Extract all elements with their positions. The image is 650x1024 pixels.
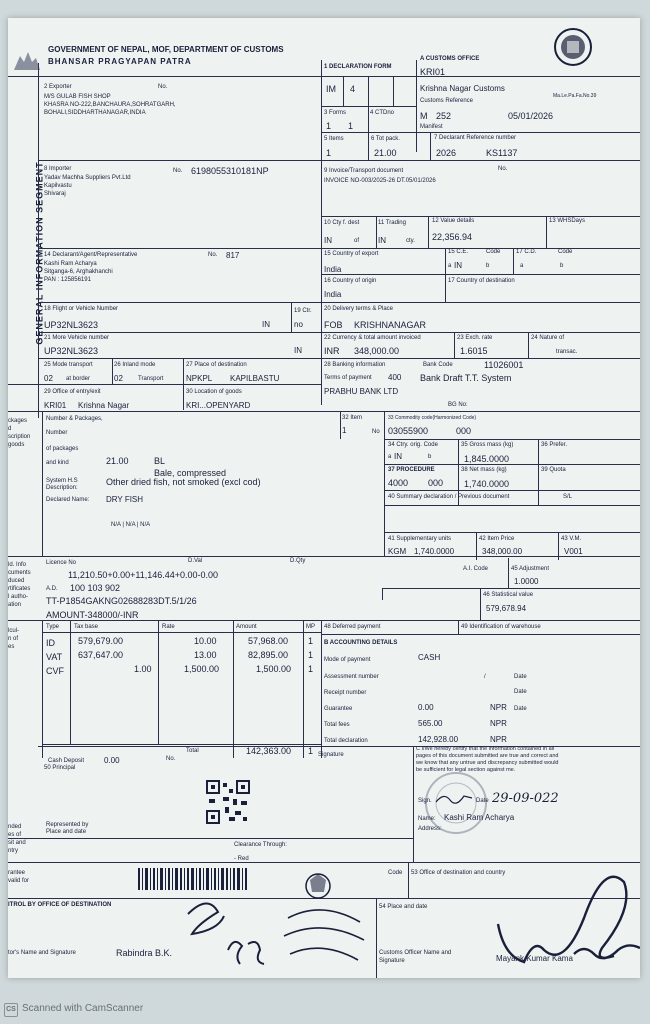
ce-code-label: Code [486,249,501,255]
country-export-label: 15 Country of export [324,251,379,257]
mode-payment-label: Mode of payment [324,657,371,663]
ce-a: a [448,263,452,269]
customs-ref-m: M [420,111,428,121]
tax-row-rate: 10.00 [194,636,217,646]
tax-row-base: 1.00 [134,664,152,674]
manifest-label: Manifest [420,124,443,130]
guarantee-npr: NPR [490,703,507,712]
inspector-signature-icon [178,894,278,974]
tax-row-amount: 1,500.00 [256,664,292,674]
importer-address1: Kapilvastu [44,183,72,189]
declarant-label: 14 Declarant/Agent/Representative [44,252,138,258]
vehicle-value: UP32NL3623 [44,320,99,330]
exporter-address2: BOHALI,SIDDHARTHANAGAR,INDIA [44,110,146,116]
importer-no: No. [173,168,183,174]
tax-row-amount: 82,895.00 [248,650,289,660]
place-destination-code: NPKPL [186,374,213,383]
tax-row-mp: 1 [308,664,314,674]
cert-name-label: Name: [418,816,436,822]
dval-label: D.Val [188,558,203,564]
statistical-value: 579,678.94 [486,604,527,613]
control-label: ITROL BY OFFICE OF DESTINATION [8,902,112,908]
packages-count: 21.00 [106,456,129,466]
forms-label: 3 Forms [324,110,347,116]
tax-rate-header: Rate [162,624,175,630]
net-mass-label: 38 Net mass (kg) [461,467,507,473]
ad-label: A.D. [46,586,58,592]
total-declaration-npr: NPR [490,735,507,744]
packages-bl: BL [154,456,166,466]
delivery-fob: FOB [324,320,343,330]
camscanner-footer [4,1003,143,1017]
exch-rate-label: 23 Exch. rate [457,335,493,341]
cty-dest-b: of [354,238,360,244]
addl-side4: rtificates [8,586,31,592]
delivery-place: KRISHNANAGAR [354,320,427,330]
declarant-ref-ks: KS1137 [486,148,518,158]
customs-office-code: KRI01 [420,67,446,77]
addl-calc: 11,210.50+0.00+11,146.44+0.00-0.00 [68,570,219,580]
office-entry-code: KRI01 [44,401,67,410]
customs-declaration-form [8,18,640,978]
bank-name: PRABHU BANK LTD [324,387,399,396]
invoice-value: INVOICE NO-003/2025-26 DT.05/01/2026 [324,178,436,184]
more-vehicle-label: 21 More Vehicle number [44,335,110,341]
procedure-label: 37 PROCEDURE [388,467,435,473]
total-fees-npr: NPR [490,719,507,728]
item-value: 1 [342,426,347,435]
more-vehicle-value: UP32NL3623 [44,346,99,356]
receipt-label: Receipt number [324,690,367,696]
bg-no-label: BG No: [448,402,468,408]
officer-label2: Signature [379,958,405,964]
place-destination-label: 27 Place of destination [186,362,247,368]
tax-type-header: Type [46,624,60,630]
tax-row-base: 579,679.00 [78,636,124,646]
tax-row-mp: 1 [308,636,314,646]
inland-mode-transport: Transport [138,376,164,382]
declarant-name: Kashi Ram Acharya [44,261,97,267]
cd-code-label: Code [558,249,573,255]
ctry-orig-b: b [428,454,432,460]
customs-office-label: A CUSTOMS OFFICE [420,56,480,62]
office-entry-name: Krishna Nagar [78,401,130,410]
cd-label: 17 C.D. [516,249,537,255]
mode-transport-label: 25 Mode transport [44,362,93,368]
statistical-label: 46 Statistical value [483,592,534,598]
total-fees-label: Total fees [324,722,350,728]
cert-line1: C I/We hereby certify that the information contained in all [416,746,555,752]
nature-transac: transac. [556,349,578,355]
goods-side2: d [8,426,12,432]
declared-name-label: Declared Name: [46,497,90,503]
addl-side2: cuments [8,570,31,576]
items-label: 5 Items [324,136,344,142]
terms-value: 400 [388,373,402,382]
ce-in: IN [454,261,462,270]
ce-b: b [486,263,490,269]
decl-im: IM [326,84,336,94]
mala-number: Ma.Le.Pa.Fa.No.39 [553,93,597,99]
ai-code-label: A.I. Code [463,566,489,572]
addl-side1: ld. Info [8,562,27,568]
tax-row-rate: 1,500.00 [184,664,220,674]
packages-of-label: of packages [46,446,79,452]
principal-side2: es of [8,832,22,838]
customs-office-name: Krishna Nagar Customs [420,84,505,93]
hs-description: Other dried fish, not smoked (excl cod) [106,477,261,487]
terms-label: Terms of payment [324,375,372,381]
procedure-b: 000 [428,478,444,488]
ctry-orig-label: 34 Ctry. orig. Code [388,442,438,448]
hs-label2: Description: [46,485,78,491]
value-details-value: 22,356.94 [432,232,473,242]
tax-total-value: 142,363.00 [246,746,292,756]
nature-label: 24 Nature of [531,335,565,341]
tax-total-label: Total [186,748,199,754]
principal-side4: ntry [8,848,19,854]
commodity-code: 03055900 [388,426,429,436]
tax-row-rate: 13.00 [194,650,217,660]
place-date-label: Place and date [46,829,87,835]
supp-units-unit: KGM [388,547,407,556]
guarantee-date-label: Date [514,706,527,712]
whs-days-label: 13 WHSDays [549,218,586,224]
amount-value: AMOUNT-348000/-INR [46,610,139,620]
header-line2: BHANSAR PRAGYAPAN PATRA [48,57,192,66]
item-price-value: 348,000.00 [482,547,523,556]
office-destination-label: 53 Office of destination and country [411,870,506,876]
mode-payment-value: CASH [418,653,441,662]
item-label: 32 Item [342,415,363,421]
ctdno-label: 4 CTDno [370,110,395,116]
vm-value: V001 [564,547,583,556]
mode-transport-border: at border [66,376,91,382]
tax-row-type: ID [46,638,55,648]
addl-side6: ation [8,602,22,608]
cert-date-value: 29-09-022 [492,791,559,806]
cert-name-value: Kashi Ram Acharya [444,813,515,822]
declarant-signature-icon [434,790,474,806]
goods-side3: scription [8,434,31,440]
principal-label: 50 Principal [44,765,76,771]
hs-label1: System H.S [46,478,78,484]
packages-kind-label: and kind [46,460,69,466]
cert-line2: pages of this document submitted are true and correct and [416,753,559,759]
tax-row-base: 637,647.00 [78,650,124,660]
importer-name: Yadav Machha Suppliers Pvt.Ltd [44,175,131,181]
trading-a: IN [378,236,386,245]
inspector-sig-label: tor's Name and Signature [8,950,76,956]
licence-label: Licence No [46,560,77,566]
invoice-label: 9 Invoice/Transport document [324,168,404,174]
tax-row-type: CVF [46,666,64,676]
importer-pan: 619805531018​1NP [191,166,269,176]
supp-units-value: 1,740.0000 [414,547,455,556]
value-details-label: 12 Value details [432,218,475,224]
inland-mode-value: 02 [114,374,123,383]
cert-sign-label: Sign. [418,798,432,804]
country-export-value: India [324,265,342,274]
customs-seal-icon [274,870,370,978]
cash-deposit-label: Cash Deposit [48,758,85,764]
tt-value: TT-P1854GAKNG02688283DT.5/1/26 [46,596,197,606]
barcode-icon [138,868,248,890]
importer-label: 8 Importer [44,166,72,172]
customs-logo-icon [553,27,593,67]
tax-amount-header: Amount [236,624,257,630]
more-vehicle-in: IN [294,346,302,355]
place-date-54-label: 54 Place and date [379,904,428,910]
prefer-label: 36 Prefer. [541,442,568,448]
cash-deposit-value: 0.00 [104,756,120,765]
packages-bale: Bale, compressed [154,468,227,478]
cert-date-label: Date [476,798,489,804]
cd-b: b [560,263,564,269]
guarantee-label: Guarantee [324,706,353,712]
ctry-orig-a: a [388,454,392,460]
cty-dest-label: 10 Cty f. dest [324,220,360,226]
bank-code-value: 11026001 [484,360,524,370]
officer-name: Mayank Kumar Kama [496,954,573,963]
declarant-num: 817 [226,251,240,260]
place-destination-name: KAPILBASTU [230,374,280,383]
office-entry-label: 29 Office of entry/exit [44,389,101,395]
exporter-name: M/S GULAB FISH SHOP [44,94,111,100]
vehicle-in: IN [262,320,270,329]
commodity-label: 33 Commodity code(Harmonized Code) [388,415,477,421]
customs-ref-number: 252 [436,111,452,121]
exch-rate-value: 1.6015 [460,346,488,356]
calc-side2: n of [8,636,19,642]
exporter-label: 2 Exporter [44,84,72,90]
assessment-slash: / [484,674,486,680]
clearance-value: - Red [234,856,249,862]
inland-mode-label: 26 Inland mode [114,362,156,368]
customs-ref-label: Customs Reference [420,98,474,104]
calc-side1: lcul- [8,628,20,634]
ctr-value: no [294,320,303,329]
declarant-ref-year: 2026 [436,148,457,158]
camscanner-label: Scanned with CamScanner [22,1003,144,1014]
calc-side3: es [8,644,15,650]
declarant-ref-label: 7 Declarant Reference number [434,135,517,141]
declaration-form-label: 1 DECLARATION FORM [324,64,392,70]
declared-name-value: DRY FISH [106,495,144,504]
ctry-orig-in: IN [394,452,402,461]
inspector-name: Rabindra B.K. [116,948,173,958]
commodity-sub: 000 [456,426,472,436]
procedure-a: 4000 [388,478,409,488]
summary-decl-label: 40 Summary declaration / Previous document [388,494,510,500]
receipt-date-label: Date [514,689,527,695]
mode-transport-value: 02 [44,374,53,383]
goods-side4: goods [8,442,25,448]
item-no: No [372,429,380,435]
total-declaration-value: 142,928.00 [418,735,459,744]
tax-row-amount: 57,968.00 [248,636,289,646]
adjustment-label: 45 Adjustment [511,566,550,572]
accounting-details-label: B ACCOUNTING DETAILS [324,640,398,646]
terms-desc: Bank Draft T.T. System [420,373,512,383]
officer-signature-icon [484,858,640,978]
warehouse-label: 49 Identification of warehouse [461,624,541,630]
packages-number-label: Number [46,430,68,436]
tax-base-header: Tax base [74,624,99,630]
item-price-label: 42 Item Price [479,536,515,542]
net-mass-value: 1,740.0000 [464,479,510,489]
total-packages-label: 6 Tot pack. [371,136,400,142]
qr-code-icon [206,780,250,824]
country-dest-label: 17 Country of destination [448,278,515,284]
header-line1: GOVERNMENT OF NEPAL, MOF, DEPARTMENT OF CUSTOMS [48,45,284,54]
guarantee-value: 0.00 [418,703,434,712]
banking-label: 28 Banking information [324,362,386,368]
currency-code: INR [324,346,340,356]
country-origin-label: 16 Country of origin [324,278,377,284]
goods-side1: ckages [8,418,28,424]
declarant-address: Sitganga-6, Arghakhanchi [44,269,113,275]
assessment-label: Assessment number [324,674,379,680]
camscanner-logo-icon: CS [4,1003,18,1017]
dqty-label: D.Qty [290,558,306,564]
forms-a: 1 [326,121,332,131]
principal-side1: nded [8,824,22,830]
clearance-label: Clearance Through: [234,842,287,848]
invoice-no: No. [498,166,508,172]
principal-side3: sit and [8,840,26,846]
goods-na: N/A | N/A | N/A [111,522,151,528]
cd-a: a [520,263,524,269]
ce-label: 15 C.E. [448,249,469,255]
vehicle-label: 18 Flight or Vehicle Number [44,306,119,312]
supp-units-label: 41 Supplementary units [388,536,452,542]
tax-row-type: VAT [46,652,63,662]
tax-total-mp: 1 [308,746,314,756]
location-goods-label: 30 Location of goods [186,389,242,395]
delivery-terms-label: 20 Delivery terms & Place [324,306,394,312]
quota-label: 39 Quota [541,467,566,473]
trading-b: cty. [406,238,415,244]
customs-ref-date: 05/01/2026 [508,111,554,121]
addl-side5: l autho- [8,594,29,600]
gross-mass-value: 1,845.0000 [464,454,510,464]
total-fees-value: 565.00 [418,719,443,728]
tax-row-mp: 1 [308,650,314,660]
bank-code-label: Bank Code [423,362,453,368]
location-goods-value: KRI...OPENYARD [186,401,251,410]
guarantee-code-label: Code [388,870,403,876]
addl-side3: duced [8,578,25,584]
principal-no: No. [166,756,176,762]
cty-dest-a: IN [324,236,332,245]
currency-amount: 348,000.00 [354,346,400,356]
packages-label: Number & Packages, [46,416,103,422]
items-value: 1 [326,148,332,158]
represented-by-label: Represented by [46,822,89,828]
ctr-label: 19 Ctr. [294,308,312,314]
tax-mp-header: MP [306,624,315,630]
importer-address2: Shivaraj [44,191,66,197]
exporter-no: No. [158,84,168,90]
side-general-label: GENERAL INFORMATION SEGMENT [34,161,45,345]
trading-label: 11 Trading [378,220,406,226]
decl-num: 4 [350,84,356,94]
forms-b: 1 [348,121,354,131]
deferred-payment-label: 48 Deferred payment [324,624,381,630]
guarantee-side1: rantee [8,870,26,876]
principal-signature-label: Signature [318,752,344,758]
declarant-no: No. [208,252,218,258]
cert-address-label: Address: [418,826,442,832]
declarant-pan: PAN : 125856191 [44,277,91,283]
vm-label: 43 V.M. [561,536,582,542]
total-declaration-label: Total declaration [324,738,368,744]
cert-line4: be sufficient for legal section against me. [416,767,516,773]
guarantee-side2: valid for [8,878,30,884]
total-packages-value: 21.00 [374,148,397,158]
officer-label1: Customs Officer Name and [379,950,452,956]
currency-label: 22 Currency & total amount invoiced [324,335,421,341]
ad-value: 100 103 902 [70,583,121,593]
summary-sl: S/L [563,494,573,500]
gross-mass-label: 35 Gross mass (kg) [461,442,514,448]
country-origin-value: India [324,290,342,299]
exporter-address1: KHASRA NO-222,BANCHAURA,SOHRATGARH, [44,102,176,108]
cert-line3: we know that any untrue and discrepancy submitted would [416,760,559,766]
assessment-date-label: Date [514,674,527,680]
adjustment-value: 1.0000 [514,577,539,586]
